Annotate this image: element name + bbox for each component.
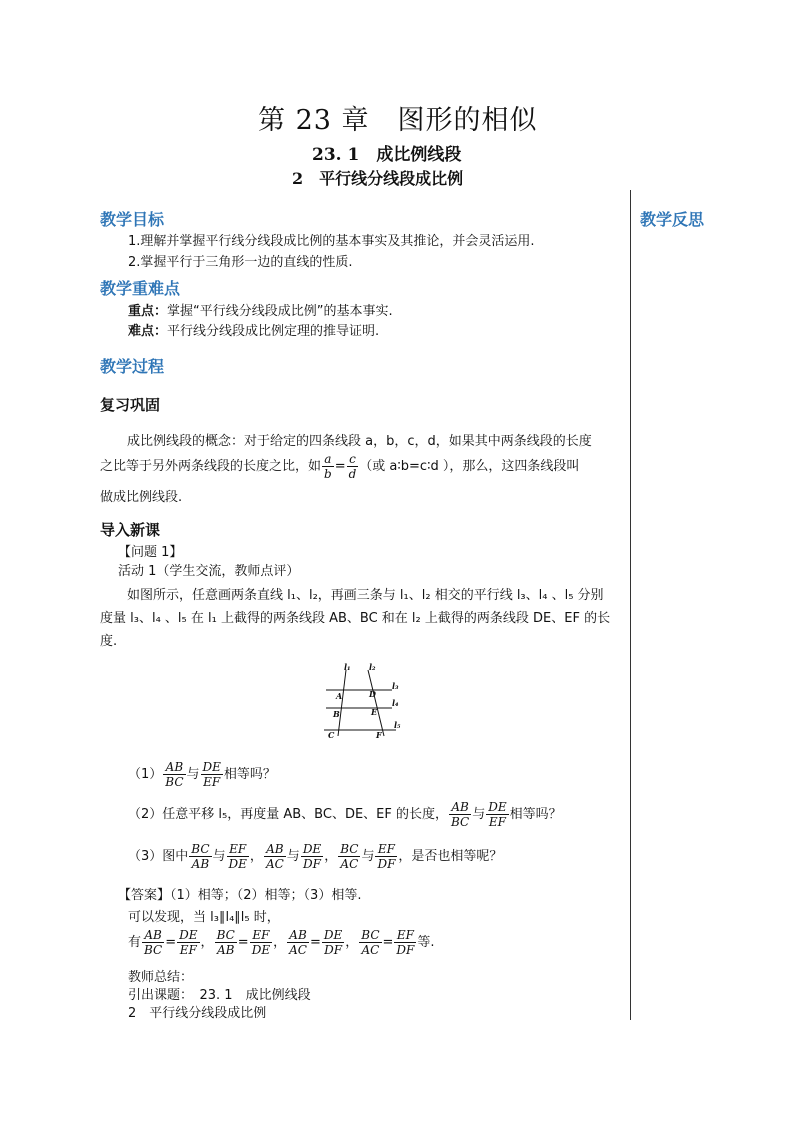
section-title: 23. 1 成比例线段 [312,145,462,165]
fraction-ef-df [375,842,397,871]
summary-line-2: 引出课题： 23. 1 成比例线段 [128,988,311,1003]
fraction-numerator: EF [394,928,416,943]
key-label: 重点： [128,304,168,319]
line-l1 [338,670,346,736]
fraction-ef-df [394,928,416,957]
process-heading: 教学过程 [100,357,165,376]
label-l4: l₄ [392,698,399,708]
fraction-denominator: AC [265,857,284,871]
label-l2: l₂ [369,662,376,672]
difficult-label: 难点： [128,324,168,339]
subsection-title: 2 平行线分线段成比例 [292,169,464,188]
q1-prefix: （1） [128,767,163,782]
fraction-numerator: BC [340,842,359,856]
fraction-ab-bc [449,800,471,829]
separator: ， [249,849,263,864]
equals-sign: = [334,459,346,474]
separator: ， [324,849,338,864]
activity-label: 活动 1（学生交流，教师点评） [118,564,300,579]
fraction-denominator: d [348,467,357,481]
label-l1: l₁ [344,662,351,672]
fraction-denominator: BC [144,943,163,957]
label-E: E [371,707,378,717]
fraction-numerator: c [347,452,359,467]
intro-desc-line-1: 如图所示，任意画两条直线 l₁、l₂，再画三条与 l₁、l₂ 相交的平行线 l₃、l₄ 、l₅ 分别 [127,588,604,603]
review-text-a: 之比等于另外两条线段的长度之比，如 [100,459,322,474]
fraction-numerator: AB [287,928,309,943]
label-A: A [336,691,343,701]
fraction-denominator: BC [451,815,470,829]
fraction-denominator: DF [396,943,415,957]
separator: ， [345,935,359,950]
fraction-c-d [347,452,359,481]
fraction-denominator: DF [324,943,343,957]
q2-prefix: （2）任意平移 l₅，再度量 AB、BC、DE、EF 的长度， [128,807,448,822]
q1-suffix: 相等吗？ [223,767,276,782]
column-divider [630,190,631,1020]
fraction-numerator: DE [323,928,343,942]
fraction-numerator: EF [250,928,272,943]
fraction-numerator: BC [216,928,235,942]
goal-item-1: 1.理解并掌握平行线分线段成比例的基本事实及其推论，并会灵活运用. [128,234,535,249]
fraction-denominator: AB [191,857,210,871]
difficult-point [128,320,379,339]
fraction-numerator: DE [202,760,221,774]
label-C: C [328,730,335,740]
fraction-numerator: AB [449,800,471,815]
fraction-denominator: AC [340,857,359,871]
review-paragraph-line-1: 成比例线段的概念：对于给定的四条线段 a，b，c，d，如果其中两条线段的长度 [127,434,592,449]
fraction-ab-bc [163,760,185,789]
equals-sign: = [237,935,249,950]
fraction-numerator: BC [361,928,380,942]
q2-connector: 与 [472,807,486,822]
reflection-heading: 教学反思 [640,210,705,229]
separator: ， [200,935,214,950]
fraction-bc-ac [338,842,360,871]
question-label: 【问题 1】 [118,545,183,560]
fraction-de-ef [201,760,223,789]
fraction-de-df [322,928,344,957]
fraction-numerator: a [322,452,334,467]
fraction-denominator: DE [228,857,247,871]
fraction-denominator: b [324,467,332,481]
q1-connector: 与 [186,767,200,782]
fraction-denominator: AC [361,943,380,957]
fraction-numerator: EF [227,842,249,857]
fraction-de-df [301,842,323,871]
fraction-a-b [322,452,334,481]
keypoints-heading: 教学重难点 [100,279,181,298]
intro-desc-line-3: 度. [100,634,118,649]
fraction-de-ef [486,800,508,829]
fraction-denominator: EF [488,815,506,829]
label-D: D [369,689,376,699]
fraction-bc-ab [189,842,211,871]
fraction-ab-bc [142,928,164,957]
review-paragraph-line-3: 做成比例线段. [100,490,183,505]
q3-connector: 与 [361,849,375,864]
answer-have: 有 [128,935,142,950]
fraction-numerator: EF [375,842,397,857]
equals-sign: = [309,935,321,950]
fraction-ef-de [227,842,249,871]
fraction-ef-de [250,928,272,957]
q3-suffix: ，是否也相等呢？ [398,849,503,864]
fraction-numerator: DE [179,928,198,942]
fraction-bc-ac [359,928,381,957]
label-l5: l₅ [394,720,401,730]
answer-equations [128,928,435,957]
fraction-numerator: AB [264,842,286,857]
label-F: F [376,730,382,740]
equals-sign: = [382,935,394,950]
label-l3: l₃ [392,681,399,691]
question-2 [128,800,562,829]
parallel-lines-figure [320,662,410,742]
answer-tail: 等. [417,935,435,950]
fraction-denominator: AB [216,943,235,957]
fraction-denominator: DF [303,857,321,871]
fraction-denominator: EF [203,775,221,789]
question-1 [128,760,276,789]
key-text: 掌握“平行线分线段成比例”的基本事实. [167,304,393,319]
fraction-numerator: BC [191,842,210,856]
fraction-ab-ac [287,928,309,957]
answer-line: 【答案】（1）相等；（2）相等；（3）相等. [118,888,362,903]
fraction-bc-ab [215,928,237,957]
fraction-denominator: EF [179,943,197,957]
q3-connector: 与 [286,849,300,864]
intro-heading: 导入新课 [100,521,161,539]
fraction-numerator: AB [163,760,185,775]
fraction-denominator: BC [165,775,184,789]
chapter-title: 第 23 章 图形的相似 [258,105,538,136]
difficult-text: 平行线分线段成比例定理的推导证明. [167,324,380,339]
fraction-denominator: DE [251,943,271,957]
summary-line-3: 2 平行线分线段成比例 [128,1006,267,1021]
line-l2 [368,670,384,736]
fraction-ab-ac [264,842,286,871]
answer-found: 可以发现，当 l₃∥l₄∥l₅ 时， [128,910,280,925]
goal-item-2: 2.掌握平行于三角形一边的直线的性质. [128,255,353,270]
fraction-numerator: AB [142,928,164,943]
review-heading: 复习巩固 [100,396,161,414]
fraction-numerator: DE [302,842,322,856]
q2-suffix: 相等吗？ [509,807,562,822]
equals-sign: = [165,935,177,950]
label-B: B [333,709,340,719]
review-text-b: （或 a∶b=c∶d ），那么，这四条线段叫 [359,459,580,474]
question-3 [128,842,502,871]
summary-line-1: 教师总结： [128,970,194,985]
key-point [128,300,393,319]
separator: ， [273,935,287,950]
fraction-denominator: DF [377,857,396,871]
intro-desc-line-2: 度量 l₃、l₄ 、l₅ 在 l₁ 上截得的两条线段 AB、BC 和在 l₂ 上截得的两条线段 DE、EF 的长 [100,611,611,626]
fraction-de-ef [177,928,199,957]
review-paragraph-line-2 [100,452,579,481]
fraction-denominator: AC [289,943,307,957]
goals-heading: 教学目标 [100,210,165,229]
q3-connector: 与 [212,849,226,864]
q3-prefix: （3）图中 [128,849,189,864]
fraction-numerator: DE [488,800,507,814]
